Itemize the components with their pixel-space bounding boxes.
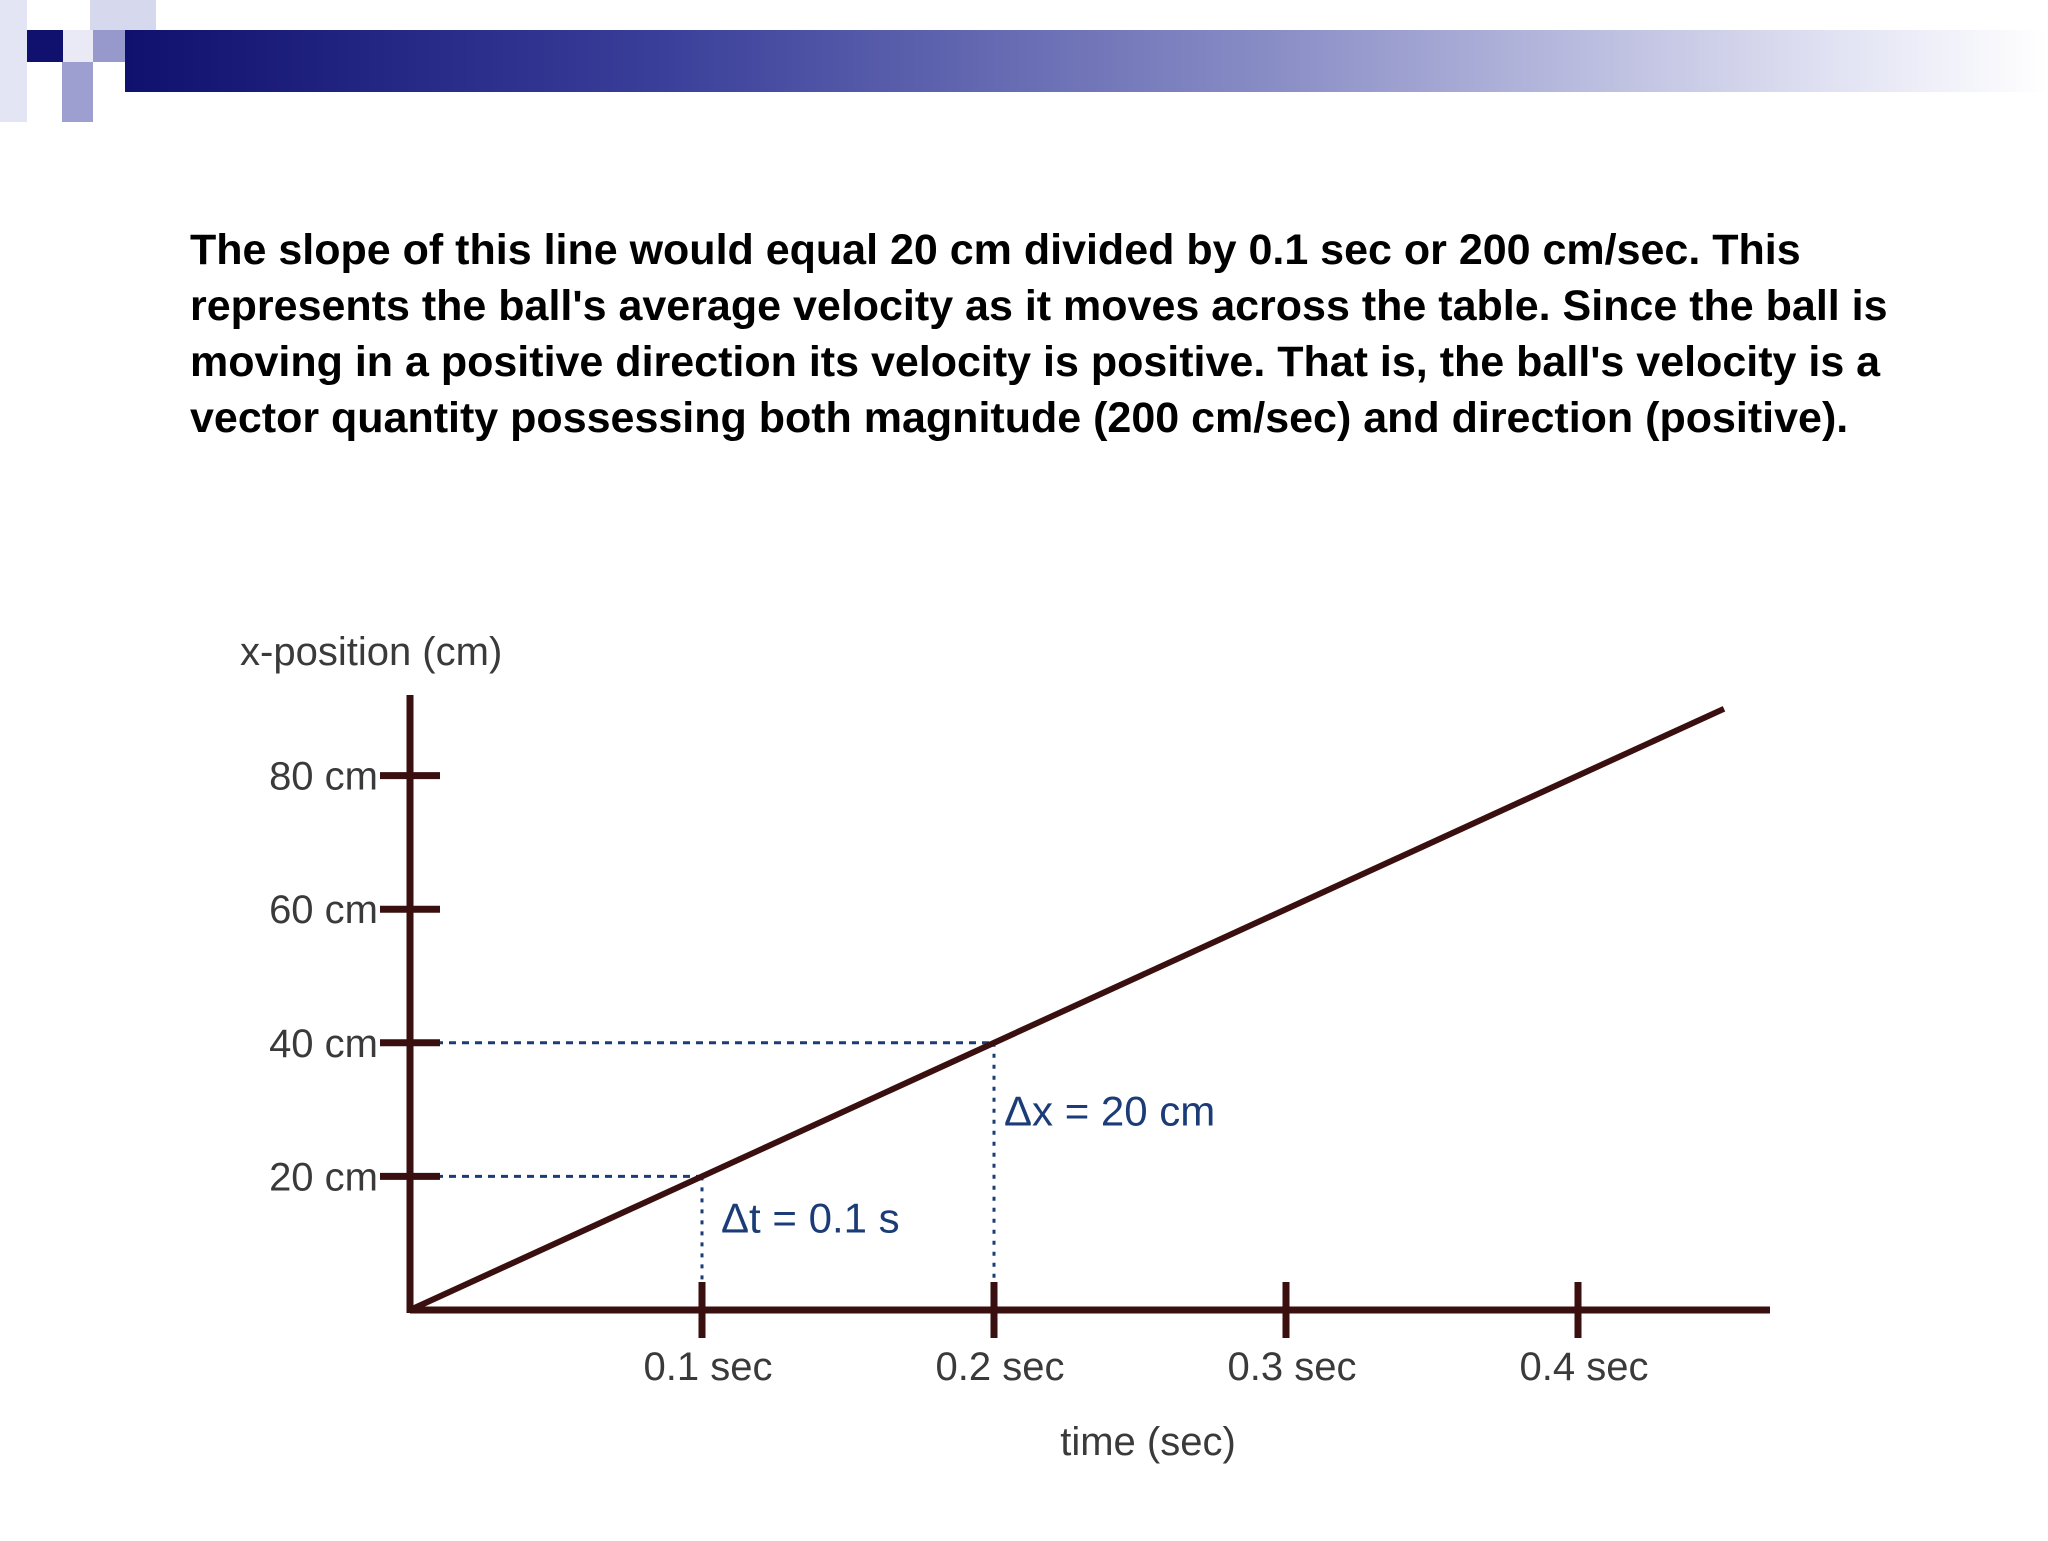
x-tick-label-2: 0.3 sec (1227, 1345, 1357, 1389)
delta-x-annotation: Δx = 20 cm (1004, 1087, 1216, 1135)
y-tick-label-2: 60 cm (269, 888, 378, 933)
y-tick-label-1: 40 cm (269, 1021, 378, 1066)
y-axis-label: x-position (cm) (240, 630, 503, 674)
delta-t-annotation: Δt = 0.1 s (721, 1194, 900, 1242)
x-tick-label-1: 0.2 sec (935, 1345, 1065, 1389)
y-tick-label-3: 80 cm (269, 754, 378, 799)
x-tick-label-0: 0.1 sec (643, 1345, 773, 1389)
y-tick-label-0: 20 cm (269, 1155, 378, 1200)
x-tick-label-3: 0.4 sec (1519, 1345, 1649, 1389)
x-axis-label: time (sec) (1060, 1420, 1236, 1464)
series-line-0 (410, 709, 1724, 1310)
slide-body-text: The slope of this line would equal 20 cm divided by 0.1 sec or 200 cm/sec. This represents the ball's average velocity as it moves across the table. Since the ball is moving in a positive direction its velocity is positive. That is, the ball's velocity is a vector quantity possessing both magnitude (200 cm/sec) and direction (positive). (190, 226, 1888, 442)
